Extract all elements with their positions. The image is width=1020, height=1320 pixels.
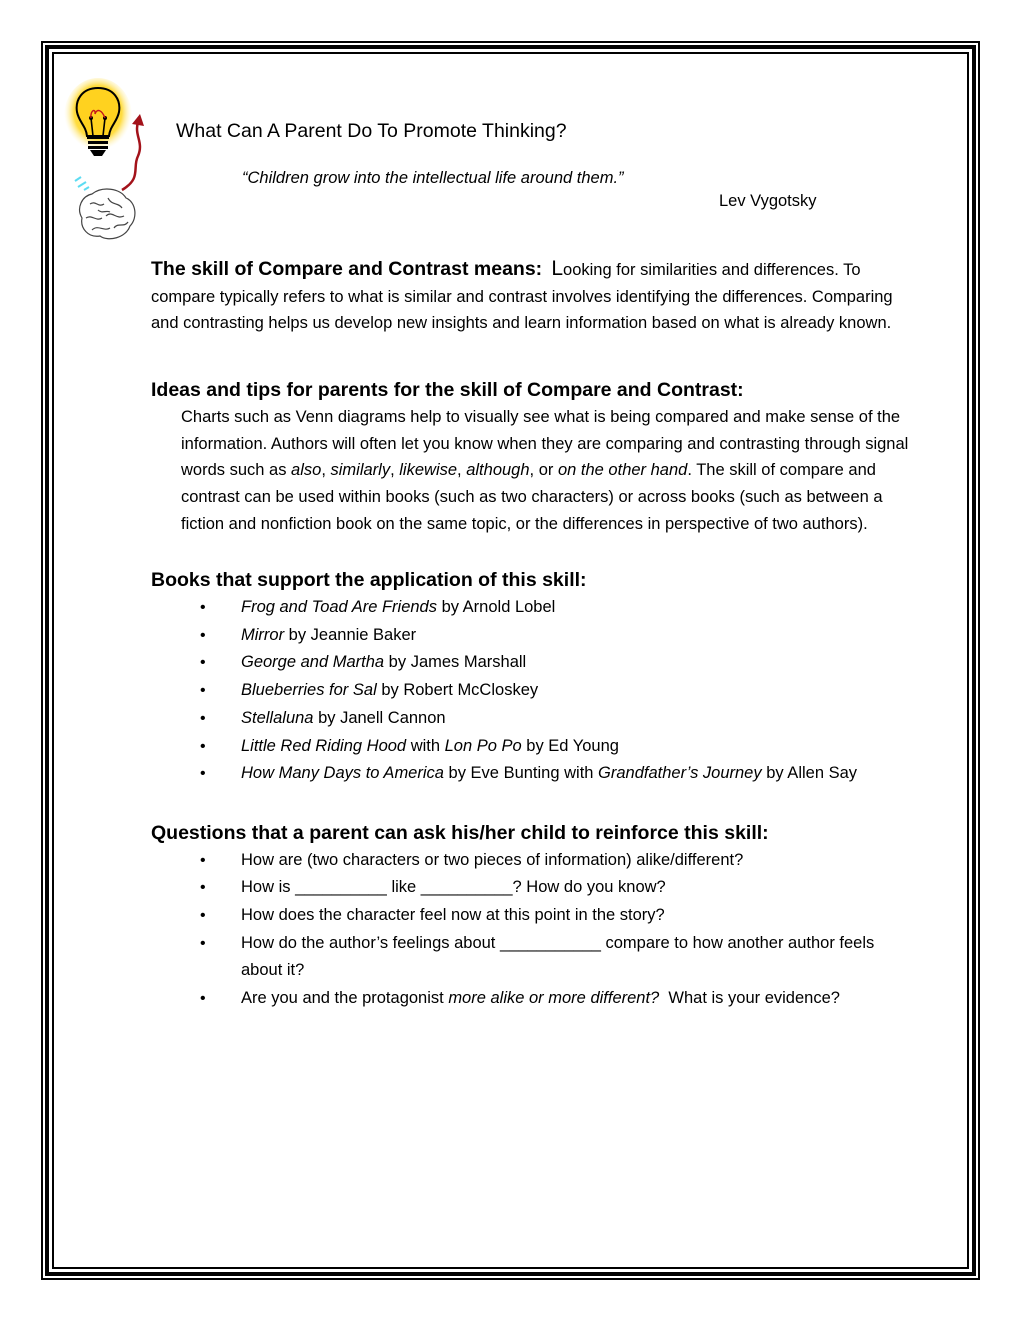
book-author: by Allen Say [761,764,858,783]
questions-heading: Questions that a parent can ask his/her child to reinforce this skill: [151,821,769,844]
question-text: What is your evidence? [659,989,840,1008]
spark-icon [75,177,89,190]
books-section [151,567,911,788]
book-author: by Ed Young [521,736,619,755]
books-list [151,594,911,788]
tips-paragraph [151,404,911,538]
signal-word: similarly [330,461,391,480]
list-item: • How are (two characters or two pieces of information) alike/different? [241,847,911,875]
book-author: by Robert McCloskey [376,681,539,700]
book-connector: by Eve Bunting with [443,764,599,783]
tips-heading: Ideas and tips for parents for the skill of Compare and Contrast: [151,379,744,402]
book-title: How Many Days to America [241,764,444,783]
questions-section [151,820,911,1013]
book-title: Lon Po Po [444,736,522,755]
signal-word: although [466,461,530,480]
signal-word: on the other hand [557,461,688,480]
list-item: • How do the author’s feelings about ___________ compare to how another author feels about it? [241,930,911,985]
book-title: Mirror [241,625,285,644]
header-illustration [62,78,162,248]
list-item [241,594,911,622]
document-body [151,256,911,1013]
book-author: by Jeannie Baker [284,625,417,644]
list-item [241,985,911,1013]
brain-icon [80,189,135,239]
book-title: Stellaluna [241,708,314,727]
list-item [241,649,911,677]
definition-lead-letter: L [551,257,564,280]
sep: , [321,461,331,480]
signal-word: also [291,461,322,480]
list-item [241,677,911,705]
quote-author: Lev Vygotsky [719,192,817,210]
book-title: Frog and Toad Are Friends [241,598,437,617]
page-title: What Can A Parent Do To Promote Thinking? [176,120,567,142]
lightbulb-icon [64,78,132,156]
questions-list [151,847,911,1013]
list-item [241,733,911,761]
list-item [241,622,911,650]
books-heading: Books that support the application of this skill: [151,569,587,592]
book-title: George and Martha [241,653,385,672]
sep: , [390,461,400,480]
tips-text: Charts such as Venn diagrams help to visually see what is being compared and make sense of the information. Authors will often let you know when they are comparing and contrasting through signal words such as [181,407,909,480]
book-connector: with [406,736,445,755]
definition-heading: The skill of Compare and Contrast means: [151,258,543,280]
signal-word: likewise [399,461,458,480]
list-item: • How does the character feel now at this point in the story? [241,902,911,930]
question-text: Are you and the protagonist [241,989,449,1008]
book-title: Grandfather’s Journey [598,764,762,783]
book-author: by Arnold Lobel [436,598,556,617]
sep: , or [529,461,558,480]
definition-text: ooking for similarities and differences. To compare typically refers to what is similar and contrast involves identifying the differences. Comparing and contrasting helps us develop new insights and learn information based on what is already known. [151,261,893,333]
book-title: Little Red Riding Hood [241,736,407,755]
sep: , [457,461,467,480]
tips-text: . The skill of compare and contrast can be used within books (such as two characters) or across books (such as between a fiction and nonfiction book on the same topic, or the differences in perspective of two authors). [181,461,883,533]
quote-text: “Children grow into the intellectual life around them.” [242,169,624,187]
book-author: by Janell Cannon [313,708,446,727]
tips-section [151,377,911,537]
book-author: by James Marshall [384,653,527,672]
list-item [241,760,911,788]
question-emphasis: more alike or more different? [448,989,660,1008]
definition-section [151,256,911,337]
list-item: • How is __________ like __________? How do you know? [241,874,911,902]
list-item [241,705,911,733]
book-title: Blueberries for Sal [241,681,377,700]
